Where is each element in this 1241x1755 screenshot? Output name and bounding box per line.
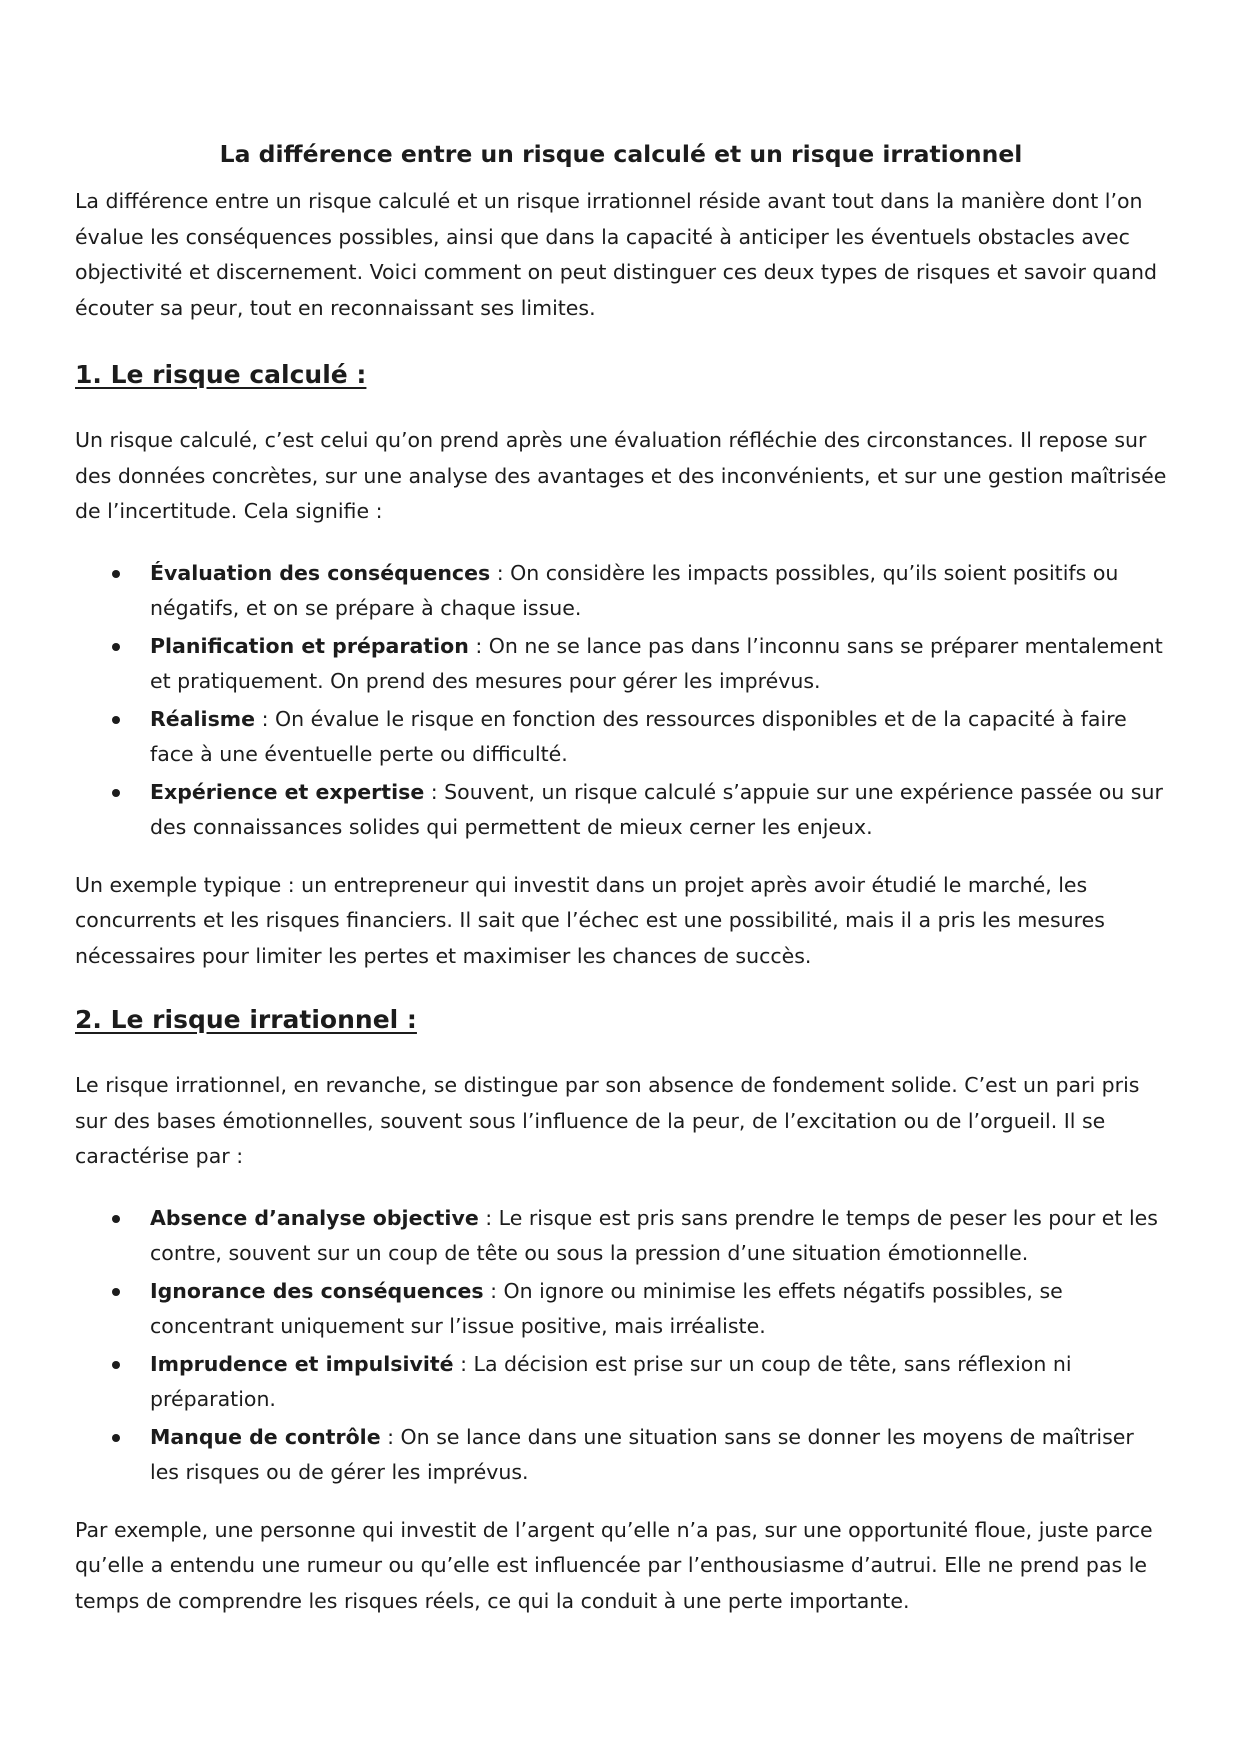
- bullet-icon: [112, 1288, 120, 1296]
- section-risque-irrationnel: [75, 1002, 1167, 1619]
- list-item: [75, 1201, 1167, 1272]
- bullet-text: : On considère les impacts possibles, qu’ils soient positifs ou négatifs, et on se prépare à chaque issue.: [150, 560, 1119, 620]
- bullet-icon: [112, 789, 120, 797]
- example-paragraph: Un exemple typique : un entrepreneur qui investit dans un projet après avoir étudié le marché, les concurrents et les risques financiers. Il sait que l’échec est une possibilité, mais il a pris les mesures nécessaires pour limiter les pertes et maximiser les chances de succès.: [75, 872, 1105, 968]
- document-title: La différence entre un risque calculé et un risque irrationnel: [219, 140, 1023, 168]
- list-item: [75, 629, 1167, 700]
- bullet-icon: [112, 1434, 120, 1442]
- bullet-term: Absence d’analyse objective: [150, 1205, 479, 1230]
- list-item: [75, 775, 1167, 846]
- bullet-term: Manque de contrôle: [150, 1424, 381, 1449]
- document-page: [75, 138, 1167, 1647]
- list-item: [75, 702, 1167, 773]
- list-item: [75, 556, 1167, 627]
- section-paragraph: Le risque irrationnel, en revanche, se distingue par son absence de fondement solide. C’est un pari pris sur des bases émotionnelles, souvent sous l’influence de la peur, de l’excitation ou de l’orgueil. Il se caractérise par :: [75, 1073, 1140, 1168]
- bullet-text: : La décision est prise sur un coup de tête, sans réflexion ni préparation.: [150, 1351, 1072, 1411]
- bullet-icon: [112, 1215, 120, 1223]
- bullet-term: Imprudence et impulsivité: [150, 1351, 454, 1376]
- bullet-term: Planification et préparation: [150, 633, 469, 658]
- bullet-icon: [112, 1361, 120, 1369]
- section-risque-calcule: [75, 357, 1167, 974]
- bullet-text: : On évalue le risque en fonction des ressources disponibles et de la capacité à faire face à une éventuelle perte ou difficulté.: [150, 706, 1127, 766]
- section-heading: 1. Le risque calculé :: [75, 360, 367, 389]
- bullet-text: : On ignore ou minimise les effets négatifs possibles, se concentrant uniquement sur l’issue positive, mais irréaliste.: [150, 1278, 1063, 1338]
- bullet-icon: [112, 716, 120, 724]
- bullet-term: Ignorance des conséquences: [150, 1278, 484, 1303]
- bullet-text: : Souvent, un risque calculé s’appuie sur une expérience passée ou sur des connaissances solides qui permettent de mieux cerner les enjeux.: [150, 779, 1163, 839]
- list-item: [75, 1274, 1167, 1345]
- bullet-icon: [112, 643, 120, 651]
- bullet-text: : On se lance dans une situation sans se donner les moyens de maîtriser les risques ou de gérer les imprévus.: [150, 1424, 1134, 1484]
- bullet-text: : Le risque est pris sans prendre le temps de peser les pour et les contre, souvent sur un coup de tête ou sous la pression d’une situation émotionnelle.: [150, 1205, 1158, 1265]
- list-item: [75, 1347, 1167, 1418]
- bullet-text: : On ne se lance pas dans l’inconnu sans se préparer mentalement et pratiquement. On prend des mesures pour gérer les imprévus.: [150, 633, 1163, 693]
- bullet-term: Évaluation des conséquences: [150, 560, 491, 585]
- bullet-term: Expérience et expertise: [150, 779, 425, 804]
- bullet-list: [75, 1201, 1167, 1491]
- bullet-list: [75, 556, 1167, 846]
- bullet-term: Réalisme: [150, 706, 256, 731]
- bullet-icon: [112, 570, 120, 578]
- section-heading: 2. Le risque irrationnel :: [75, 1005, 417, 1034]
- intro-paragraph: La différence entre un risque calculé et un risque irrationnel réside avant tout dans la manière dont l’on évalue les conséquences possibles, ainsi que dans la capacité à anticiper les éventuels obstacles avec objectivité et discernement. Voici comment on peut distinguer ces deux types de risques et savoir quand écouter sa peur, tout en reconnaissant ses limites.: [75, 189, 1157, 320]
- section-paragraph: Un risque calculé, c’est celui qu’on prend après une évaluation réfléchie des circonstances. Il repose sur des données concrètes, sur une analyse des avantages et des inconvénients, et sur une gestion maîtrisée de l’incertitude. Cela signifie :: [75, 428, 1167, 523]
- list-item: [75, 1420, 1167, 1491]
- example-paragraph: Par exemple, une personne qui investit de l’argent qu’elle n’a pas, sur une opportunité floue, juste parce qu’elle a entendu une rumeur ou qu’elle est influencée par l’enthousiasme d’autrui. Elle ne prend pas le temps de comprendre les risques réels, ce qui la conduit à une perte importante.: [75, 1517, 1153, 1613]
